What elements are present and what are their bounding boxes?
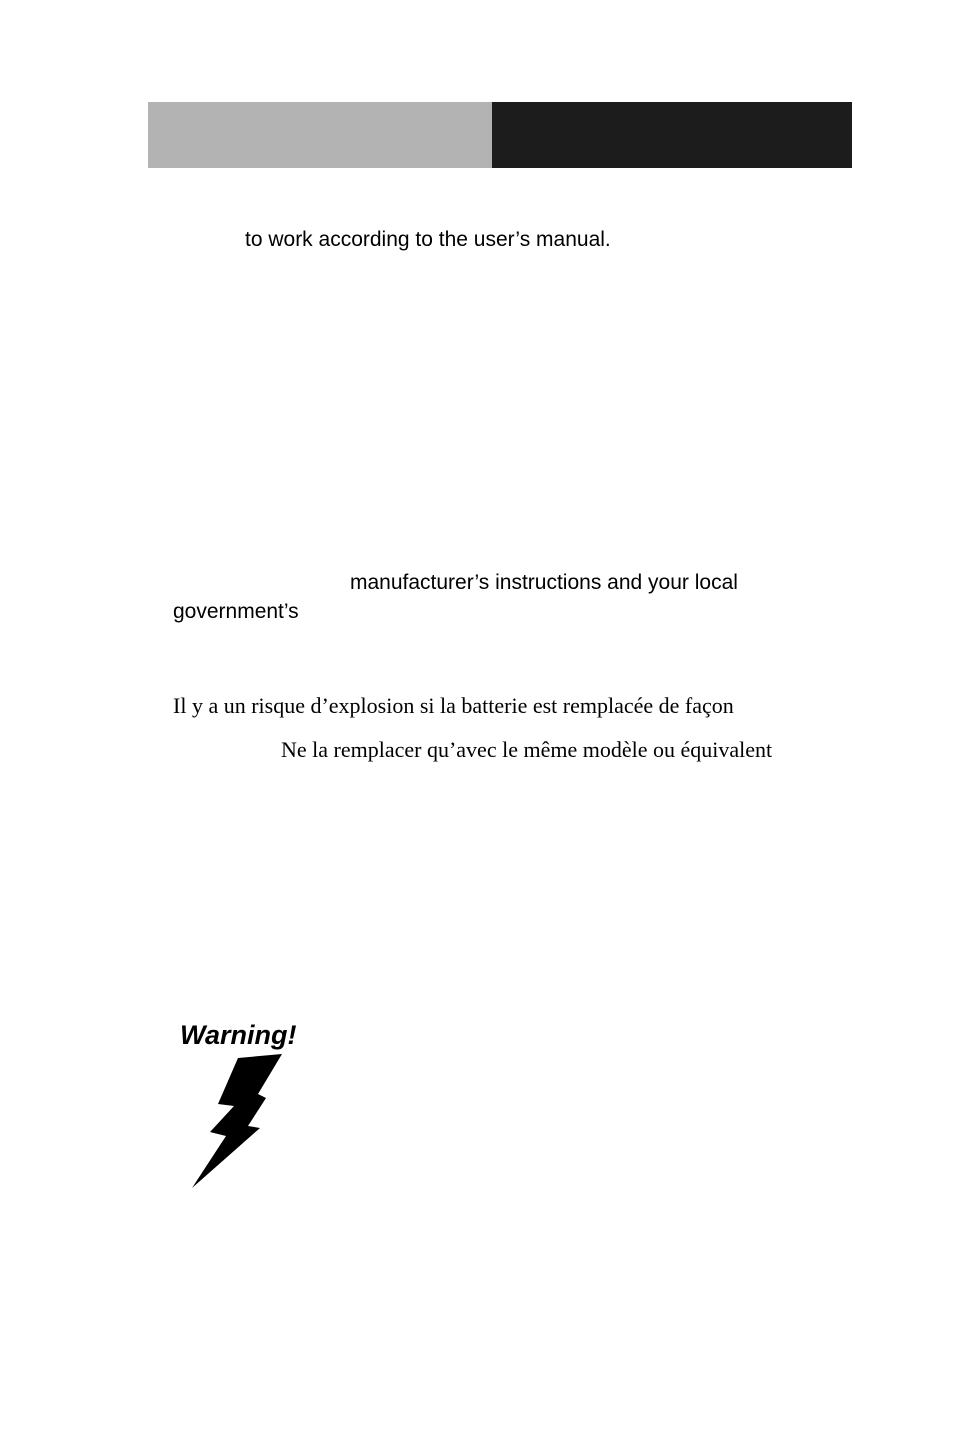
text-line-manufacturer-instructions: manufacturer’s instructions and your local <box>350 571 738 594</box>
lightning-bolt-icon <box>192 1054 282 1188</box>
warning-graphic <box>176 1018 316 1193</box>
text-line-government: government’s <box>173 600 299 623</box>
page-header-bar <box>148 102 852 168</box>
header-bar-left <box>148 102 492 168</box>
warning-label: Warning! <box>180 1020 297 1050</box>
header-bar-right <box>492 102 852 168</box>
text-line-user-manual: to work according to the user’s manual. <box>245 228 611 251</box>
text-line-french-replace: Ne la remplacer qu’avec le même modèle ou équivalent <box>281 737 773 762</box>
text-line-french-explosion-risk: Il y a un risque d’explosion si la batterie est remplacée de façon <box>173 693 734 718</box>
